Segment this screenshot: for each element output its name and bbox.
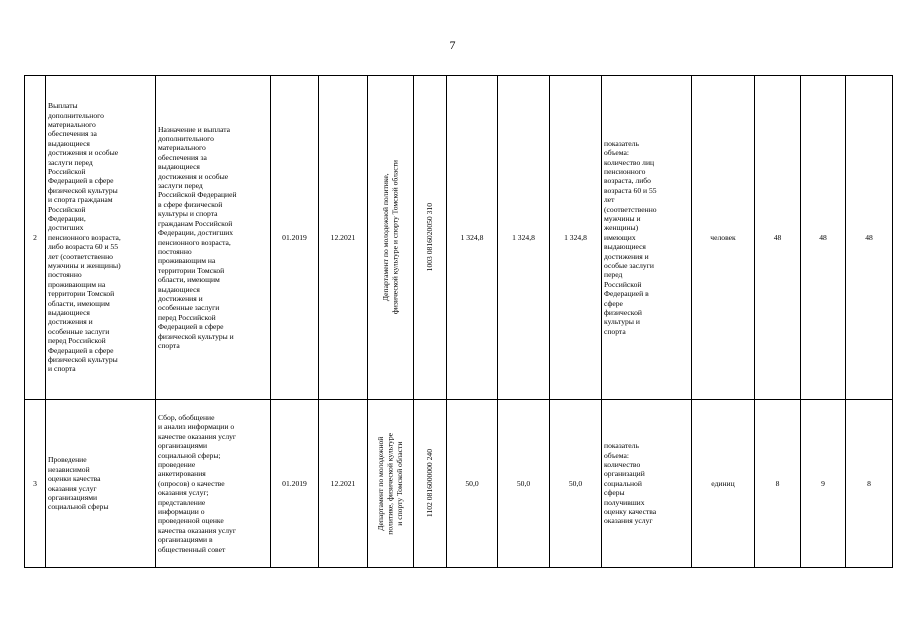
end-date: 12.2021 bbox=[319, 400, 368, 568]
funding-year-2: 1 324,8 bbox=[498, 76, 550, 400]
indicator-cell bbox=[602, 400, 692, 568]
executor-name: Департамент по молодежной политике, физической культуре и спорту Томской области bbox=[376, 432, 405, 535]
table-row bbox=[25, 400, 893, 568]
indicator-name: показатель объема: количество организаций социальной сферы получивших оценку качества оказания услуг bbox=[604, 441, 657, 526]
indicator-value-2: 9 bbox=[801, 400, 846, 568]
measure-name-cell bbox=[46, 400, 156, 568]
funding-year-2: 50,0 bbox=[498, 400, 550, 568]
measure-content: Сбор, обобщение и анализ информации о качестве оказания услуг организациями социальной сферы; проведение анкетирования (опросов) о качестве оказания услуг; представление информации о проведенной оценке качества оказания услуг организациями в общественный совет bbox=[158, 412, 237, 554]
program-measures-table bbox=[24, 75, 893, 568]
funding-year-1: 50,0 bbox=[447, 400, 498, 568]
measure-content: Назначение и выплата дополнительного материального обеспечения за выдающиеся достижения и особые заслуги перед Российской Федерацией в сфере физической культуры и спорта гражданам Российской Федерации, достигших пенсионного возраста, постоянно проживающим на территории Томской области, имеющим выдающиеся достижения и особенные заслуги перед Российской Федерацией в сфере физической культуры и спорта bbox=[158, 124, 237, 350]
funding-year-3: 50,0 bbox=[550, 400, 602, 568]
kbk-cell bbox=[414, 400, 447, 568]
row-number: 2 bbox=[25, 76, 46, 400]
measure-name: Проведение независимой оценки качества оказания услуг организациями социальной сферы bbox=[48, 455, 109, 512]
end-date: 12.2021 bbox=[319, 76, 368, 400]
unit: человек bbox=[692, 76, 755, 400]
page-number: 7 bbox=[449, 38, 456, 52]
executor-cell bbox=[368, 400, 414, 568]
executor-cell bbox=[368, 76, 414, 400]
funding-year-3: 1 324,8 bbox=[550, 76, 602, 400]
indicator-name: показатель объема: количество лиц пенсионного возраста, либо возраста 60 и 55 лет (соответственно мужчины и женщины) имеющих выдающиеся достижения и особые заслуги перед Российской Федерацией в сфере физической культуры и спорта bbox=[604, 138, 657, 336]
table-row bbox=[25, 76, 893, 400]
measure-name: Выплаты дополнительного материального обеспечения за выдающиеся достижения и особые заслуги перед Российской Федерацией в сфере физической культуры и спорта гражданам Российской Федерации, достигших пенсионного возраста, либо возраста 60 и 55 лет (соответственно мужчины и женщины) постоянно проживающим на территории Томской области, имеющим выдающиеся достижения и особенные заслуги перед Российской Федерацией в сфере физической культуры и спорта bbox=[48, 101, 121, 374]
indicator-value-3: 48 bbox=[846, 76, 893, 400]
indicator-value-1: 8 bbox=[755, 400, 801, 568]
row-number: 3 bbox=[25, 400, 46, 568]
kbk-code: 1003 0816020050 310 bbox=[425, 203, 435, 272]
measure-content-cell bbox=[156, 76, 271, 400]
kbk-cell bbox=[414, 76, 447, 400]
unit: единиц bbox=[692, 400, 755, 568]
measure-content-cell bbox=[156, 400, 271, 568]
measure-name-cell bbox=[46, 76, 156, 400]
indicator-value-2: 48 bbox=[801, 76, 846, 400]
start-date: 01.2019 bbox=[271, 400, 319, 568]
indicator-value-1: 48 bbox=[755, 76, 801, 400]
start-date: 01.2019 bbox=[271, 76, 319, 400]
indicator-cell bbox=[602, 76, 692, 400]
funding-year-1: 1 324,8 bbox=[447, 76, 498, 400]
indicator-value-3: 8 bbox=[846, 400, 893, 568]
executor-name: Департамент по молодежной политике, физической культуре и спорту Томской области bbox=[381, 160, 400, 315]
kbk-code: 1102 0816000000 240 bbox=[425, 449, 435, 518]
